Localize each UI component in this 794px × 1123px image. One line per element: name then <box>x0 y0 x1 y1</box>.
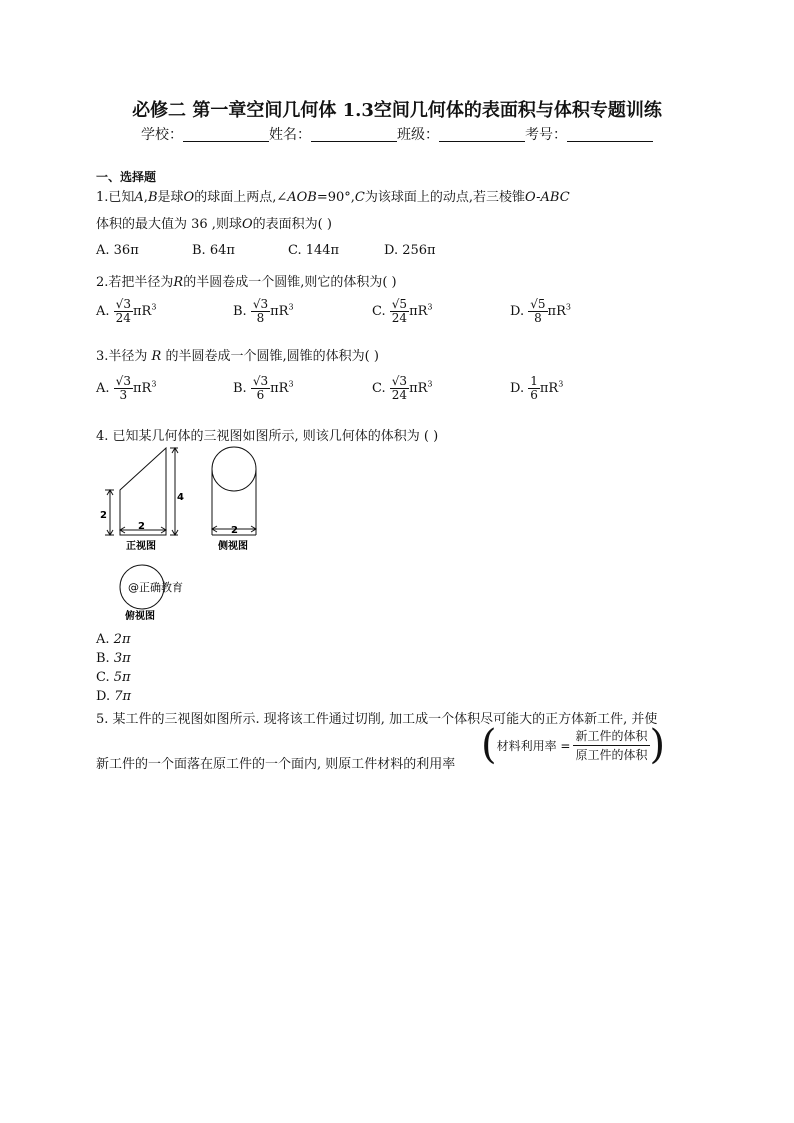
utilization-formula <box>481 722 666 768</box>
q3-text: 3.半径为 <box>96 349 148 364</box>
school-blank[interactable] <box>183 127 269 142</box>
option-tail: πR <box>132 304 152 319</box>
fraction: $\frac{√5}{8}$ <box>530 297 546 325</box>
denominator: 6 <box>256 388 265 402</box>
q2-text: 2.若把半径为 <box>96 275 174 290</box>
school-label: 学校： <box>141 127 183 143</box>
radicand: 5 <box>537 297 546 311</box>
fraction <box>528 375 540 402</box>
denominator: 3 <box>119 388 128 402</box>
dim-2-height-label: 2 <box>100 510 107 521</box>
q1-option-a[interactable]: A. 36π <box>96 243 139 258</box>
q1-pyramid: O-ABC <box>525 190 570 205</box>
name-blank[interactable] <box>311 127 397 142</box>
radicand: 5 <box>399 297 408 311</box>
denominator: 8 <box>534 311 542 325</box>
q1-option-c[interactable]: C. 144π <box>288 243 340 258</box>
q2-var-r: R <box>173 275 184 290</box>
radicand: 3 <box>123 297 131 311</box>
q1-line2 <box>96 213 332 232</box>
ratio-fraction <box>573 727 649 764</box>
ratio-numerator: 新工件的体积 <box>573 727 649 746</box>
q5-line2: 新工件的一个面落在原工件的一个面内, 则原工件材料的利用率 <box>96 757 456 772</box>
right-paren: ) <box>649 722 666 768</box>
q3-var-r: R <box>151 349 162 364</box>
side-view-circle <box>212 447 256 491</box>
fraction: $\frac{√3}{6}$ <box>252 374 269 402</box>
q1-text: 的表面积为( ) <box>252 217 332 232</box>
denominator: 24 <box>391 311 408 325</box>
exponent: 3 <box>151 379 157 389</box>
q4-option-a[interactable] <box>96 632 131 647</box>
option-tail: πR <box>132 381 152 396</box>
q2-option-b[interactable] <box>233 298 294 325</box>
option-tail: πR <box>409 304 428 319</box>
side-view <box>212 447 256 535</box>
option-letter: D. <box>510 304 525 319</box>
fraction: $\frac{√3}{3}$ <box>115 374 131 402</box>
option-letter: C. <box>96 670 110 685</box>
q2-option-c[interactable] <box>372 298 433 325</box>
option-tail: πR <box>270 304 289 319</box>
q1-var-o: O <box>241 217 253 232</box>
q5-line1: 5. 某工件的三视图如图所示. 现将该工件通过切削, 加工成一个体积尽可能大的正方体新工件, 并使 <box>96 712 658 727</box>
q1-option-d[interactable]: D. 256π <box>384 243 436 258</box>
page-title: 必修二 第一章空间几何体 1.3空间几何体的表面积与体积专题训练 <box>132 100 662 121</box>
q3-option-c[interactable] <box>372 375 433 402</box>
exam-no-blank[interactable] <box>567 127 653 142</box>
fraction: $\frac{√3}{24}$ <box>115 297 131 325</box>
exponent: 3 <box>288 379 294 389</box>
radicand: 3 <box>260 374 269 388</box>
q1-text: 为该球面上的动点,若三棱锥 <box>364 190 525 205</box>
q1-text: 体积的最大值为 36 ,则球 <box>96 217 242 232</box>
option-value: 2π <box>113 632 131 647</box>
top-view-label: 俯视图 <box>125 611 155 622</box>
q1-var-o: O <box>183 190 195 205</box>
q4-option-d[interactable] <box>96 689 131 704</box>
option-value: 7π <box>114 689 132 704</box>
q2-option-d[interactable] <box>510 298 571 325</box>
section-title: 一、选择题 <box>96 170 157 184</box>
q3-option-d[interactable] <box>510 375 563 402</box>
exponent: 3 <box>427 302 433 312</box>
option-letter: A. <box>96 632 110 647</box>
option-tail: πR <box>409 381 428 396</box>
exponent: 3 <box>151 302 157 312</box>
fraction: $\frac{√3}{24}$ <box>391 374 408 402</box>
option-letter: B. <box>233 304 247 319</box>
q1-line1 <box>96 186 570 205</box>
exam-no-label: 考号： <box>525 127 567 143</box>
option-value: 3π <box>113 651 131 666</box>
name-label: 姓名： <box>269 127 311 143</box>
q1-var-c: C <box>354 190 365 205</box>
q4-option-c[interactable] <box>96 670 131 685</box>
class-label: 班级： <box>397 127 439 143</box>
q1-text: 1.已知 <box>96 190 135 205</box>
radicand: 3 <box>399 374 408 388</box>
dim-4-label: 4 <box>177 492 184 503</box>
dim-2-side-label: 2 <box>231 525 238 536</box>
option-letter: A. <box>96 381 110 396</box>
q3-option-b[interactable] <box>233 375 294 402</box>
option-letter: C. <box>372 304 386 319</box>
denominator: 8 <box>256 311 265 325</box>
radicand: 3 <box>260 297 269 311</box>
option-letter: D. <box>510 381 525 396</box>
exponent: 3 <box>288 302 294 312</box>
exponent: 3 <box>427 379 433 389</box>
three-view-figure <box>96 443 276 628</box>
q1-var-a: A <box>134 190 144 205</box>
option-letter: B. <box>96 651 110 666</box>
q1-option-b[interactable]: B. 64π <box>192 243 235 258</box>
q3-stem <box>96 345 379 364</box>
front-view-label: 正视图 <box>126 541 156 552</box>
option-letter: B. <box>233 381 247 396</box>
option-tail: πR <box>547 304 566 319</box>
fraction: $\frac{√3}{8}$ <box>252 297 269 325</box>
denominator: 24 <box>115 311 131 325</box>
q1-text: , <box>143 190 148 205</box>
option-tail: πR <box>270 381 289 396</box>
denominator: 6 <box>530 388 538 402</box>
q2-text: 的半圆卷成一个圆锥,则它的体积为( ) <box>183 275 397 290</box>
q4-stem: 4. 已知某几何体的三视图如图所示, 则该几何体的体积为 ( ) <box>96 429 439 444</box>
q4-option-b[interactable] <box>96 651 131 666</box>
option-value: 5π <box>113 670 131 685</box>
q1-angle: ∠AOB <box>276 190 317 205</box>
numerator: 1 <box>530 374 538 388</box>
ratio-label: 材料利用率 = <box>496 738 571 753</box>
side-view-label: 侧视图 <box>218 541 248 552</box>
q3-text: 的半圆卷成一个圆锥,圆锥的体积为( ) <box>165 349 379 364</box>
radicand: 3 <box>123 374 131 388</box>
option-letter: C. <box>372 381 386 396</box>
exponent: 3 <box>565 302 571 312</box>
q2-stem <box>96 271 397 290</box>
q1-text: 是球 <box>157 190 184 205</box>
exponent: 3 <box>558 379 564 389</box>
option-tail: πR <box>539 381 559 396</box>
fraction: $\frac{√5}{24}$ <box>391 297 408 325</box>
q2-option-a[interactable] <box>96 298 156 325</box>
ratio-denominator: 原工件的体积 <box>575 747 648 762</box>
option-letter: A. <box>96 304 110 319</box>
left-paren: ( <box>481 722 497 768</box>
q3-option-a[interactable] <box>96 375 156 402</box>
student-info-line <box>0 124 794 144</box>
class-blank[interactable] <box>439 127 525 142</box>
q1-var-b: B <box>147 190 158 205</box>
option-letter: D. <box>96 689 111 704</box>
watermark: @正确教育 <box>128 581 183 594</box>
denominator: 24 <box>391 388 408 402</box>
q1-text: 的球面上两点, <box>194 190 277 205</box>
q1-text: =90°, <box>316 190 355 205</box>
dim-2-front-label: 2 <box>138 521 145 532</box>
